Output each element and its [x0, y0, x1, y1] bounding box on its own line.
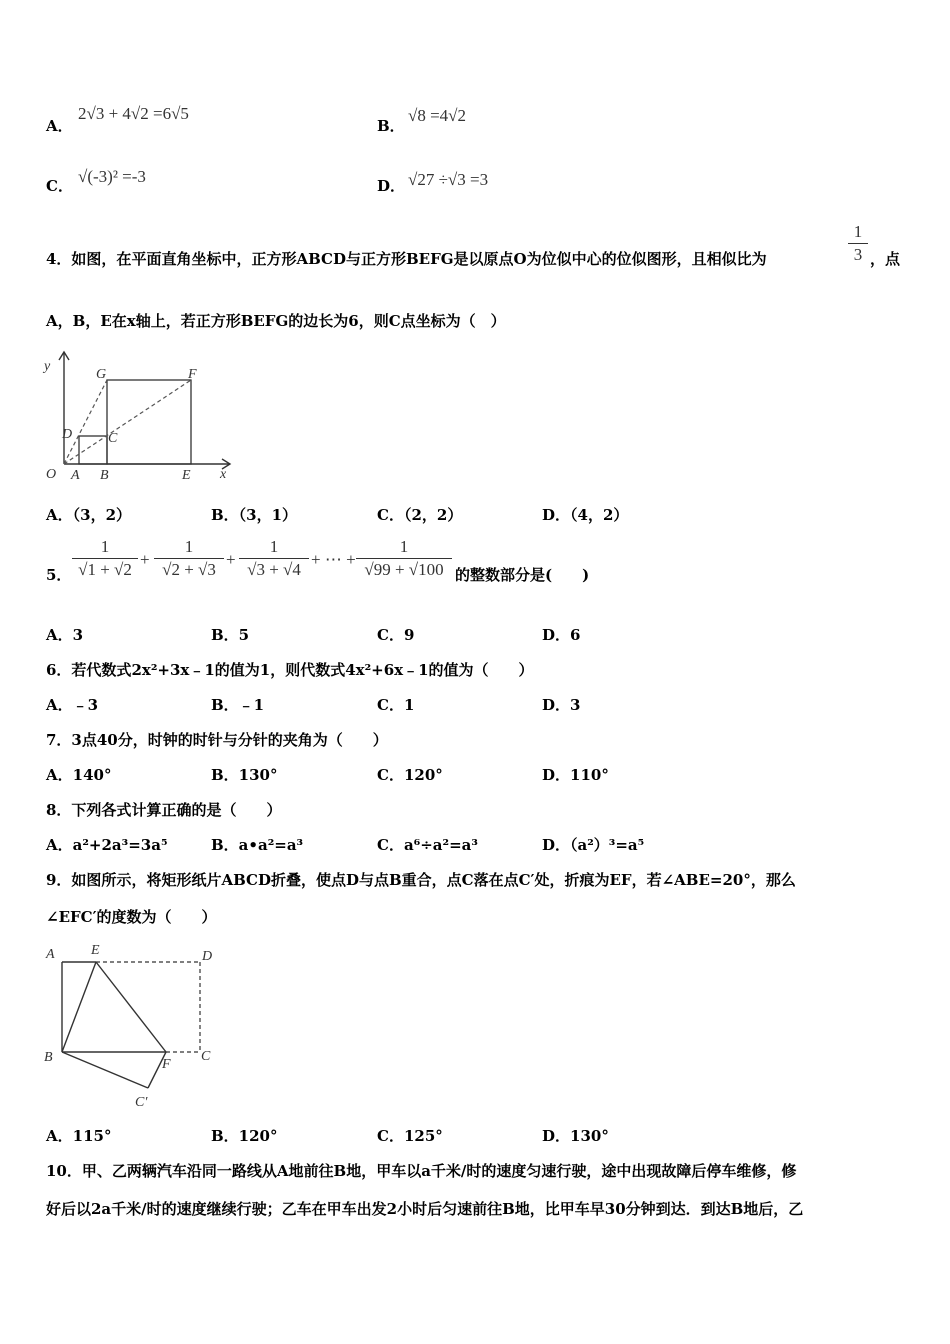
q5-option-a: A．3 [46, 626, 84, 644]
q5-term-3 [239, 537, 309, 580]
label-b: B [44, 1050, 53, 1065]
q6-option-d: D．3 [542, 696, 581, 714]
fold-line-ef [96, 962, 166, 1052]
option-a-label: A． [46, 117, 73, 135]
q7-option-c: C．120° [377, 766, 443, 784]
label-e: E [91, 943, 100, 958]
label-c: C [201, 1049, 211, 1064]
q5-term-2 [154, 537, 224, 580]
q6-option-a: A．﹣3 [46, 696, 99, 714]
q6-option-b: B．﹣1 [211, 696, 265, 714]
label-c-prime: C′ [135, 1095, 148, 1110]
q9-figure [40, 938, 240, 1113]
q5-plus-2: + [226, 550, 236, 569]
label-a: A [46, 947, 55, 962]
label-b: B [100, 468, 109, 483]
q5-term-last [356, 537, 452, 580]
q5-plus-1: + [140, 550, 150, 569]
q9-stem-line1: 9．如图所示，将矩形纸片ABCD折叠，使点D与点B重合，点C落在点C′处，折痕为EF，若∠ABE=20°，那么 [46, 871, 796, 889]
q4-option-b: B．（3，1） [211, 506, 298, 524]
q5-term-1 [72, 537, 138, 580]
q6-option-c: C．1 [377, 696, 415, 714]
option-c-label: C． [46, 177, 73, 195]
option-c-expression: √(-3)² =-3 [78, 167, 146, 186]
q4-ratio-denominator: 3 [853, 245, 863, 264]
q5-term-1-numerator: 1 [72, 537, 138, 559]
label-a: A [71, 468, 80, 483]
q5-term-3-denominator: √3 + √4 [247, 560, 301, 579]
q5-option-d: D．6 [542, 626, 581, 644]
square-abcd [79, 436, 107, 464]
label-f: F [162, 1057, 171, 1072]
label-f: F [188, 367, 197, 382]
option-d-label: D． [377, 177, 406, 195]
square-befg [107, 380, 191, 464]
option-b-label: B． [377, 117, 405, 135]
q9-option-d: D．130° [542, 1127, 609, 1145]
q4-ratio-numerator: 1 [848, 222, 868, 244]
q5-term-last-numerator: 1 [356, 537, 452, 559]
q5-option-c: C．9 [377, 626, 415, 644]
q4-option-a: A．（3，2） [46, 506, 132, 524]
q5-stem-tail: 的整数部分是( ) [455, 566, 590, 584]
label-x: x [220, 467, 227, 482]
q4-stem-line1: 4．如图，在平面直角坐标中，正方形ABCD与正方形BEFG是以原点O为位似中心的位似图形，且相似比为 [46, 250, 767, 268]
q8-option-d: D．（a²）³=a⁵ [542, 836, 645, 854]
q8-option-b: B．a•a²=a³ [211, 836, 304, 854]
q5-term-2-denominator: √2 + √3 [162, 560, 216, 579]
q9-option-b: B．120° [211, 1127, 278, 1145]
q7-option-d: D．110° [542, 766, 609, 784]
q4-ratio-fraction [848, 222, 868, 265]
q5-option-b: B．5 [211, 626, 250, 644]
q7-option-a: A．140° [46, 766, 112, 784]
label-g: G [96, 367, 107, 382]
q5-ellipsis: + ⋯ + [311, 550, 356, 569]
label-o: O [46, 467, 57, 482]
q5-term-1-denominator: √1 + √2 [78, 560, 132, 579]
q4-option-c: C．（2，2） [377, 506, 463, 524]
q8-stem: 8．下列各式计算正确的是（ ） [46, 801, 282, 819]
edge-bc-prime [62, 1052, 148, 1088]
label-y: y [44, 359, 51, 374]
option-b-expression: √8 =4√2 [408, 106, 466, 125]
q9-option-c: C．125° [377, 1127, 443, 1145]
option-d-expression: √27 ÷√3 =3 [408, 170, 489, 189]
dashed-line-of [64, 380, 191, 464]
q5-term-last-denominator: √99 + √100 [364, 560, 444, 579]
q7-stem: 7．3点40分，时钟的时针与分针的夹角为（ ） [46, 731, 388, 749]
label-d: D [62, 427, 73, 442]
q5-term-2-numerator: 1 [154, 537, 224, 559]
q7-option-b: B．130° [211, 766, 278, 784]
q6-stem: 6．若代数式2x²+3x﹣1的值为1，则代数式4x²+6x﹣1的值为（ ） [46, 661, 534, 679]
q4-stem-line2: A，B，E在x轴上，若正方形BEFG的边长为6，则C点坐标为（ ） [46, 312, 506, 330]
q10-line1: 10．甲、乙两辆汽车沿同一路线从A地前往B地，甲车以a千米/时的速度匀速行驶，途中出现故障后停车维修，修 [46, 1162, 797, 1180]
q8-option-a: A．a²+2a³=3a⁵ [46, 836, 168, 854]
label-e: E [182, 468, 191, 483]
label-c: C [108, 431, 118, 446]
q10-line2: 好后以2a千米/时的速度继续行驶；乙车在甲车出发2小时后匀速前往B地，比甲车早30分钟到达．到达B地后，乙 [46, 1200, 804, 1218]
edge-eb [62, 962, 96, 1052]
q5-number: 5． [46, 566, 72, 584]
q9-option-a: A．115° [46, 1127, 112, 1145]
q9-stem-line2: ∠EFC′的度数为（ ） [46, 908, 217, 926]
option-a-expression: 2√3 + 4√2 =6√5 [78, 104, 189, 123]
dashed-line-og [64, 380, 107, 464]
label-d: D [202, 949, 213, 964]
q4-option-d: D．（4，2） [542, 506, 629, 524]
q4-figure [40, 348, 240, 488]
q4-stem-line1-end: ，点 [870, 250, 901, 268]
q5-term-3-numerator: 1 [239, 537, 309, 559]
q8-option-c: C．a⁶÷a²=a³ [377, 836, 478, 854]
